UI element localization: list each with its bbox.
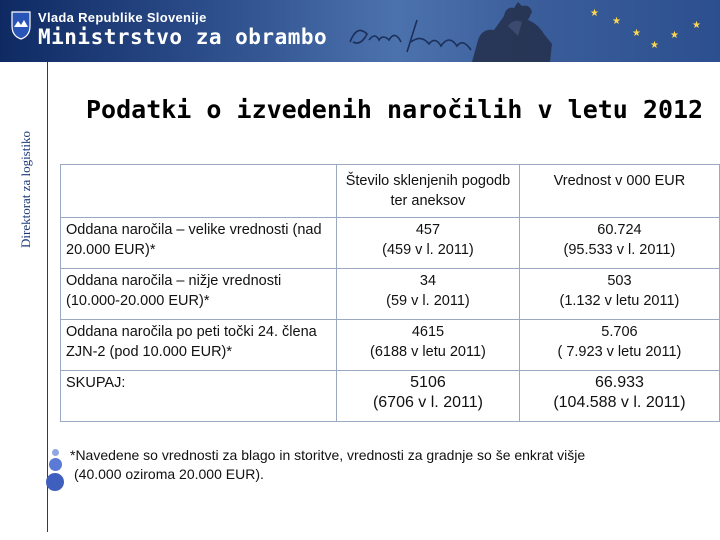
footnote-line-1: *Navedene so vrednosti za blago in storitve, vrednosti za gradnje so še enkrat višje [70, 447, 586, 463]
star-icon: ★ [692, 20, 701, 31]
star-icon: ★ [670, 30, 679, 41]
row-label: SKUPAJ: [61, 371, 337, 422]
star-icon: ★ [590, 8, 599, 19]
table-row [61, 269, 720, 320]
crest-icon [10, 10, 32, 40]
table-row [61, 218, 720, 269]
row-count [337, 371, 520, 422]
value-amount: 5.706 [601, 324, 638, 340]
value-previous: ( 7.923 v letu 2011) [557, 344, 682, 360]
footnote [70, 446, 585, 484]
procurement-table [60, 164, 720, 422]
count-previous: (6706 v l. 2011) [372, 394, 483, 411]
directorate-label: Direktorat za logistiko [18, 131, 33, 248]
sidebar-divider [47, 62, 48, 532]
table-header-row [61, 165, 720, 218]
value-previous: (95.533 v l. 2011) [563, 242, 676, 258]
star-icon: ★ [650, 40, 659, 51]
count-value: 34 [419, 273, 437, 289]
row-count [337, 269, 520, 320]
header-cell-empty [61, 165, 337, 218]
decor-dot-icon [49, 458, 62, 471]
count-value: 5106 [410, 374, 446, 391]
row-value [519, 320, 719, 371]
value-amount: 66.933 [594, 374, 644, 391]
row-value [519, 269, 719, 320]
count-value: 4615 [411, 324, 445, 340]
footnote-line-2: (40.000 oziroma 20.000 EUR). [74, 466, 264, 482]
header-cell-value: Vrednost v 000 EUR [519, 165, 719, 218]
ministry-name: Ministrstvo za obrambo [38, 25, 328, 49]
count-previous: (6188 v letu 2011) [370, 344, 486, 360]
value-previous: (104.588 v l. 2011) [553, 394, 686, 411]
row-count [337, 320, 520, 371]
row-label: Oddana naročila – nižje vrednosti (10.000-20.000 EUR)* [61, 269, 337, 320]
statue-icon [452, 0, 572, 62]
star-icon: ★ [612, 16, 621, 27]
row-label: Oddana naročila – velike vrednosti (nad 20.000 EUR)* [61, 218, 337, 269]
count-previous: (459 v l. 2011) [382, 242, 474, 258]
row-count [337, 218, 520, 269]
government-name: Vlada Republike Slovenije [38, 10, 207, 25]
decor-dot-icon [52, 449, 59, 456]
count-previous: (59 v l. 2011) [386, 293, 470, 309]
header-banner [0, 0, 720, 62]
row-label: Oddana naročila po peti točki 24. člena ZJN-2 (pod 10.000 EUR)* [61, 320, 337, 371]
row-value [519, 218, 719, 269]
value-previous: (1.132 v letu 2011) [559, 293, 680, 309]
header-cell-count: Število sklenjenih pogodb ter aneksov [337, 165, 520, 218]
row-value [519, 371, 719, 422]
star-icon: ★ [632, 28, 641, 39]
table-row-total [61, 371, 720, 422]
table-row [61, 320, 720, 371]
count-value: 457 [415, 222, 441, 238]
value-amount: 60.724 [597, 222, 642, 238]
slide-title: Podatki o izvedenih naročilih v letu 2012 [86, 95, 704, 124]
value-amount: 503 [607, 273, 632, 289]
decor-dot-icon [46, 473, 64, 491]
